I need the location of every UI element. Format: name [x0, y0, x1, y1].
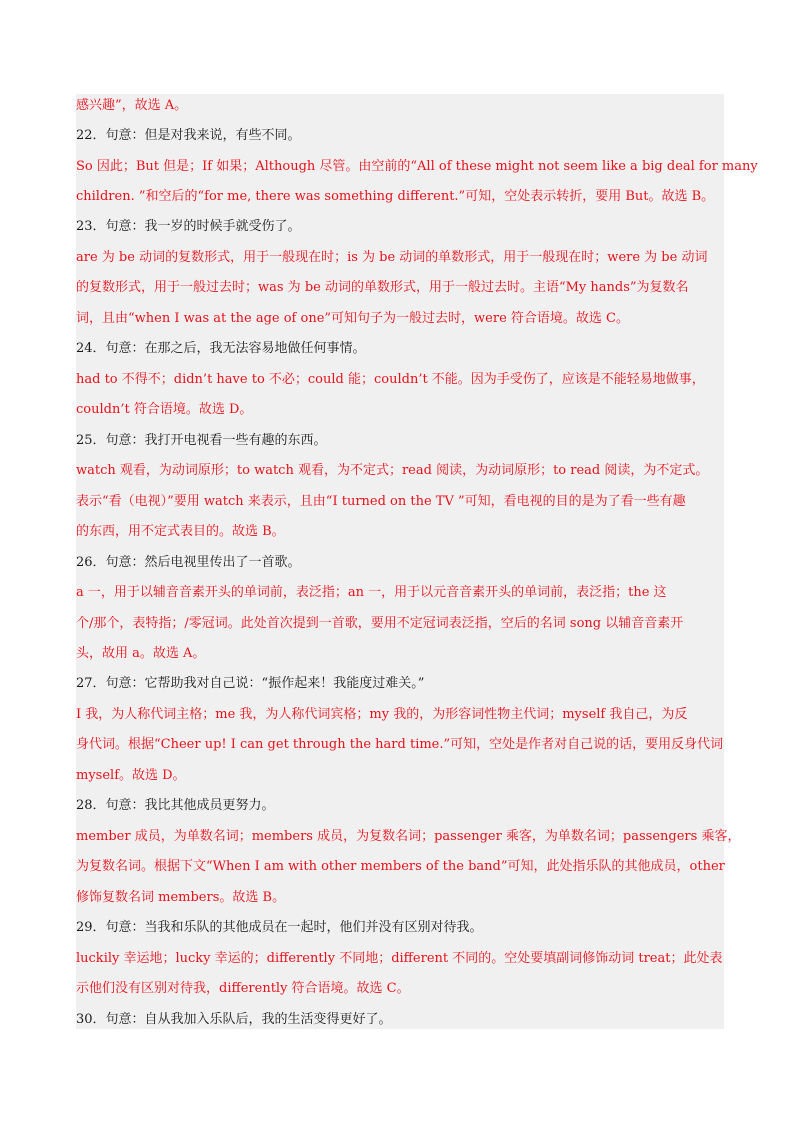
question-meaning-line: 28．句意：我比其他成员更努力。 [76, 798, 275, 813]
answer-text-line: I 我，为人称代词主格；me 我，为人称代词宾格；my 我的，为形容词性物主代词；myself 我自己，为反 [76, 707, 688, 722]
answer-text-line: a 一，用于以辅音音素开头的单词前，表泛指；an 一，用于以元音音素开头的单词前，表泛指；the 这 [76, 585, 667, 600]
question-meaning-line: 30．句意：自从我加入乐队后，我的生活变得更好了。 [76, 1012, 392, 1027]
question-meaning-line: 29．句意：当我和乐队的其他成员在一起时，他们并没有区别对待我。 [76, 920, 483, 935]
question-meaning-line: 23．句意：我一岁的时候手就受伤了。 [76, 219, 301, 234]
answer-text-line: 示他们没有区别对待我，differently 符合语境。故选 C。 [76, 981, 410, 996]
question-meaning-line: 24．句意：在那之后，我无法容易地做任何事情。 [76, 341, 366, 356]
answer-text-line: couldn’t 符合语境。故选 D。 [76, 402, 253, 417]
answer-text-line: children. ”和空后的“for me, there was something different.”可知，空处表示转折，要用 But。故选 B。 [76, 189, 715, 204]
answer-text-line: So 因此；But 但是；If 如果；Although 尽管。由空前的“All of these might not seem like a big deal for many [76, 159, 758, 174]
question-meaning-line: 22．句意：但是对我来说，有些不同。 [76, 128, 301, 143]
answer-text-line: myself。故选 D。 [76, 768, 186, 783]
answer-text-line: 词，且由“when I was at the age of one”可知句子为一般过去时，were 符合语境。故选 C。 [76, 311, 629, 326]
answer-text-line: 身代词。根据“Cheer up! I can get through the hard time.”可知，空处是作者对自己说的话，要用反身代词 [76, 737, 724, 752]
answer-text-line: 头，故用 a。故选 A。 [76, 646, 206, 661]
answer-text-line: 个/那个，表特指；/零冠词。此处首次提到一首歌，要用不定冠词表泛指，空后的名词 song 以辅音音素开 [76, 616, 684, 631]
answer-text-line: watch 观看，为动词原形；to watch 观看，为不定式；read 阅读，为动词原形；to read 阅读，为不定式。 [76, 463, 709, 478]
answer-text-line: 修饰复数名词 members。故选 B。 [76, 890, 286, 905]
question-meaning-line: 27．句意：它帮助我对自己说：“振作起来！我能度过难关。” [76, 676, 425, 691]
answer-text-line: 感兴趣”，故选 A。 [76, 98, 188, 113]
answer-text-line: 的复数形式，用于一般过去时；was 为 be 动词的单数形式，用于一般过去时。主语“My hands”为复数名 [76, 280, 689, 295]
question-meaning-line: 26．句意：然后电视里传出了一首歌。 [76, 555, 301, 570]
question-meaning-line: 25．句意：我打开电视看一些有趣的东西。 [76, 433, 327, 448]
answer-text-line: 为复数名词。根据下文“When I am with other members of the band”可知，此处指乐队的其他成员，other [76, 859, 725, 874]
answer-text-line: member 成员，为单数名词；members 成员，为复数名词；passenger 乘客，为单数名词；passengers 乘客， [76, 829, 741, 844]
answer-text-line: had to 不得不；didn’t have to 不必；could 能；couldn’t 不能。因为手受伤了，应该是不能轻易地做事， [76, 372, 705, 387]
answer-text-line: are 为 be 动词的复数形式，用于一般现在时；is 为 be 动词的单数形式，用于一般现在时；were 为 be 动词 [76, 250, 708, 265]
answer-text-line: 表示“看（电视）”要用 watch 来表示，且由“I turned on the TV ”可知，看电视的目的是为了看一些有趣 [76, 494, 686, 509]
answer-text-line: luckily 幸运地；lucky 幸运的；differently 不同地；different 不同的。空处要填副词修饰动词 treat；此处表 [76, 951, 723, 966]
answer-text-line: 的东西，用不定式表目的。故选 B。 [76, 524, 285, 539]
